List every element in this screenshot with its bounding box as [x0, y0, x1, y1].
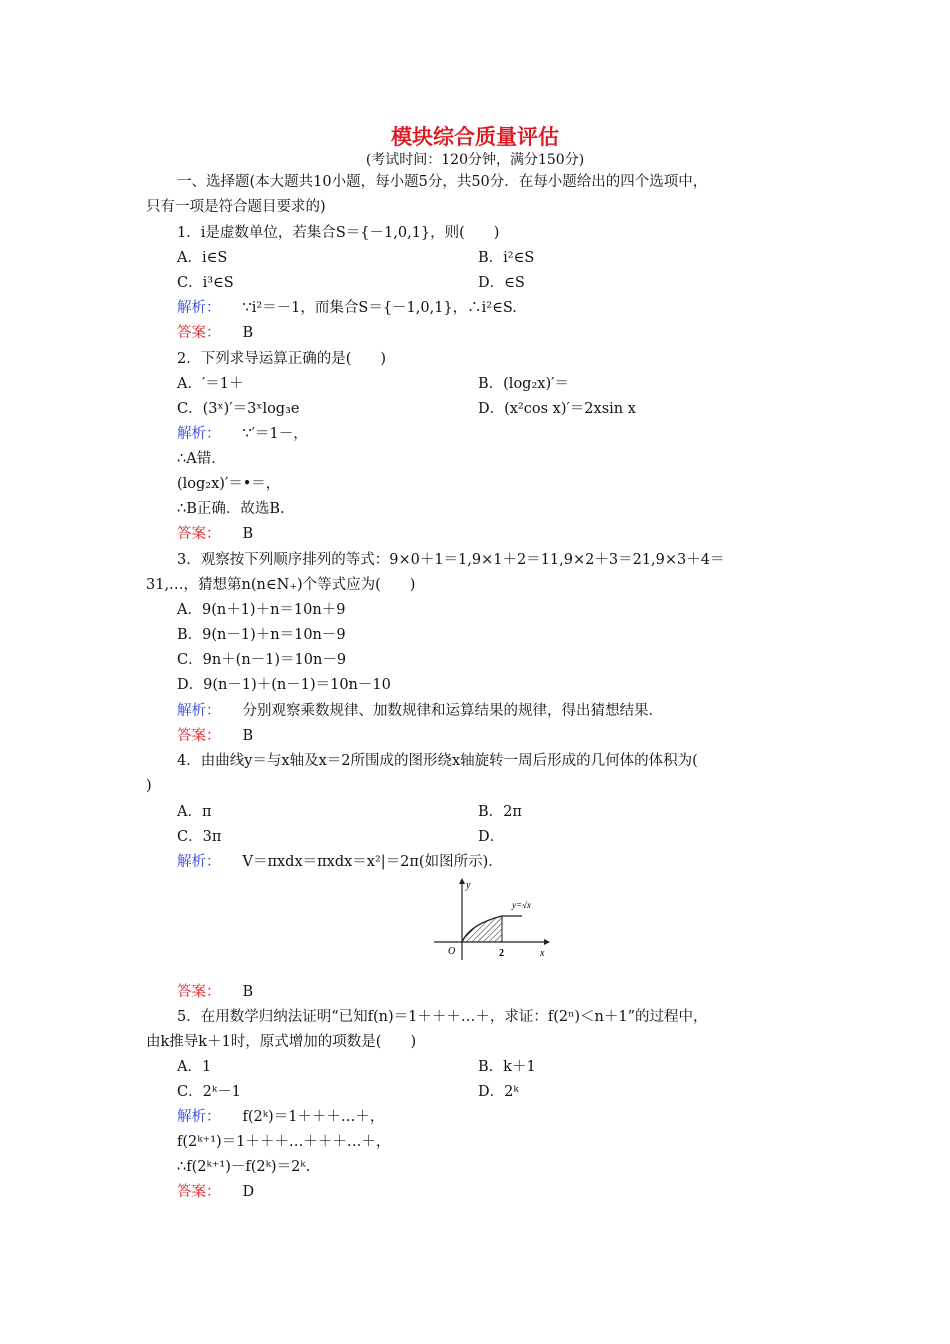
q2-option-d: D．(x²cos x)′＝2xsin x — [478, 401, 636, 417]
q5-option-c: C．2ᵏ－1 — [177, 1084, 241, 1100]
q2-option-b: B．(log₂x)′＝ — [478, 376, 569, 392]
section-heading-cont: 只有一项是符合题目要求的) — [146, 199, 326, 215]
q1-analysis — [177, 298, 517, 318]
section-heading: 一、选择题(本大题共10小题，每小题5分，共50分．在每小题给出的四个选项中， — [177, 174, 708, 190]
fig-label-2: 2 — [499, 948, 504, 959]
analysis-label: 解析： — [177, 1109, 221, 1125]
q3-answer-value: B — [242, 728, 254, 744]
q5-analysis-line2: f(2ᵏ⁺¹)＝1＋＋＋…＋＋＋…＋， — [177, 1134, 391, 1150]
analysis-label: 解析： — [177, 854, 221, 870]
analysis-label: 解析： — [177, 300, 221, 316]
q5-answer — [177, 1182, 254, 1202]
q1-option-c: C．i³∈S — [177, 275, 234, 291]
q3-analysis — [177, 701, 663, 721]
q5-stem-cont: 由k推导k＋1时，原式增加的项数是( ) — [146, 1034, 417, 1050]
answer-label: 答案： — [177, 325, 221, 341]
q2-analysis-line4: ∴B正确．故选B. — [177, 501, 285, 517]
q4-analysis — [177, 852, 503, 872]
q5-option-d: D．2ᵏ — [478, 1084, 519, 1100]
q5-analysis — [177, 1107, 384, 1127]
analysis-label: 解析： — [177, 426, 221, 442]
fig-label-origin: O — [448, 946, 456, 957]
fig-label-x: x — [540, 948, 545, 959]
q2-answer-value: B — [242, 526, 254, 542]
q1-analysis-text: ∵i²＝－1，而集合S＝{－1,0,1}，∴i²∈S. — [242, 300, 517, 316]
exam-info: (考试时间：120分钟，满分150分) — [365, 152, 585, 168]
y-axis-arrow — [459, 878, 465, 884]
q4-stem: 4．由曲线y＝与x轴及x＝2所围成的图形绕x轴旋转一周后形成的几何体的体积为( — [177, 753, 698, 769]
q4-option-c: C．3π — [177, 829, 222, 845]
fig-curve-label: y=√x — [512, 900, 532, 910]
q3-option-a: A．9(n＋1)＋n＝10n＋9 — [177, 602, 346, 618]
q4-stem-cont: ) — [146, 778, 152, 794]
q1-stem: 1．i是虚数单位，若集合S＝{－1,0,1}，则( ) — [177, 225, 500, 241]
q4-option-b: B．2π — [478, 804, 522, 820]
answer-label: 答案： — [177, 728, 221, 744]
q5-option-a: A．1 — [177, 1059, 212, 1075]
q1-option-a: A．i∈S — [177, 250, 228, 266]
sqrt-curve-figure — [430, 876, 550, 962]
q2-stem: 2．下列求导运算正确的是( ) — [177, 351, 387, 367]
q4-answer — [177, 982, 253, 1002]
analysis-label: 解析： — [177, 703, 221, 719]
q3-stem: 3．观察按下列顺序排列的等式：9×0＋1＝1,9×1＋2＝11,9×2＋3＝21,9×3＋4＝ — [177, 552, 725, 568]
q2-analysis-line2: ∴A错． — [177, 451, 226, 467]
q2-option-c: C．(3ˣ)′＝3ˣlog₃e — [177, 401, 300, 417]
q2-analysis-line3: (log₂x)′＝•＝， — [177, 476, 281, 492]
q1-option-d: D．∈S — [478, 275, 525, 291]
q4-answer-value: B — [242, 984, 254, 1000]
x-axis-arrow — [544, 939, 550, 945]
shaded-region — [462, 916, 502, 942]
q5-analysis-text: f(2ᵏ)＝1＋＋＋…＋， — [242, 1109, 385, 1125]
q4-option-d: D． — [478, 829, 505, 845]
q2-analysis — [177, 424, 308, 444]
q2-option-a: A．′＝1＋ — [177, 376, 244, 392]
fig-label-y: y — [466, 880, 471, 891]
answer-label: 答案： — [177, 1184, 221, 1200]
q4-analysis-text: V＝πxdx＝πxdx＝x²|＝2π(如图所示)． — [242, 854, 503, 870]
q3-option-d: D．9(n－1)＋(n－1)＝10n－10 — [177, 677, 391, 693]
q3-analysis-text: 分别观察乘数规律、加数规律和运算结果的规律，得出猜想结果． — [242, 703, 663, 719]
q2-answer — [177, 524, 253, 544]
q3-option-b: B．9(n－1)＋n＝10n－9 — [177, 627, 346, 643]
q1-answer — [177, 323, 253, 343]
q3-option-c: C．9n＋(n－1)＝10n－9 — [177, 652, 347, 668]
q5-answer-value: D — [242, 1184, 255, 1200]
q3-stem-cont: 31,…，猜想第n(n∈N₊)个等式应为( ) — [146, 577, 416, 593]
q3-answer — [177, 726, 253, 746]
answer-label: 答案： — [177, 984, 221, 1000]
q5-stem: 5．在用数学归纳法证明“已知f(n)＝1＋＋＋…＋，求证：f(2ⁿ)＜n＋1”的过程中， — [177, 1009, 708, 1025]
q5-analysis-line3: ∴f(2ᵏ⁺¹)－f(2ᵏ)＝2ᵏ. — [177, 1159, 311, 1175]
q4-option-a: A．π — [177, 804, 212, 820]
q5-option-b: B．k＋1 — [478, 1059, 536, 1075]
q1-option-b: B．i²∈S — [478, 250, 535, 266]
answer-label: 答案： — [177, 526, 221, 542]
q1-answer-value: B — [242, 325, 254, 341]
page-title: 模块综合质量评估 — [391, 125, 559, 149]
q2-analysis-text: ∵′＝1－， — [242, 426, 308, 442]
